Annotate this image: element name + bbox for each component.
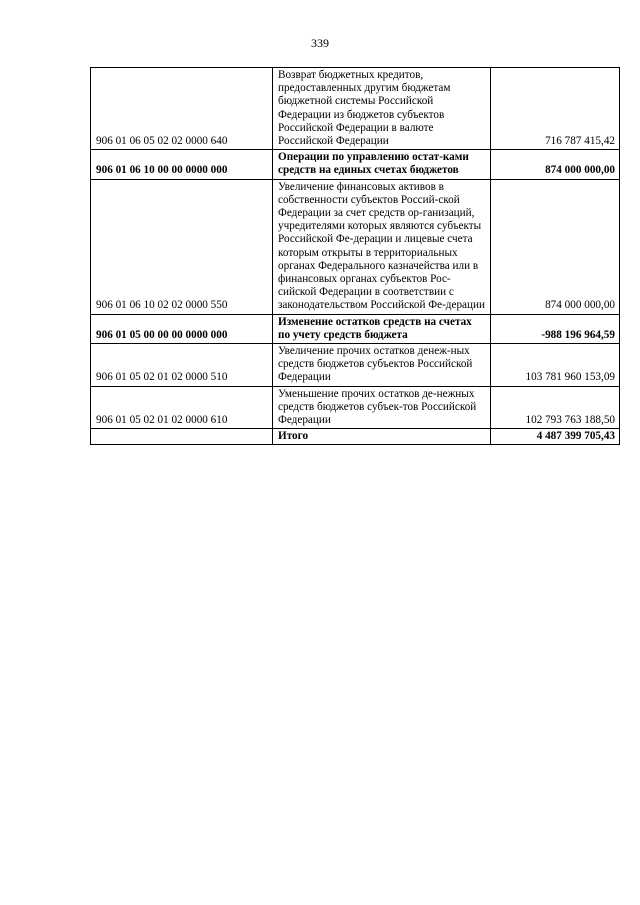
budget-code-cell: 906 01 06 10 00 00 0000 000 <box>91 150 273 179</box>
item-name-cell: Операции по управлению остат-ками средств на единых счетах бюджетов <box>273 150 491 179</box>
budget-code-cell: 906 01 05 02 01 02 0000 610 <box>91 386 273 429</box>
item-name-cell: Возврат бюджетных кредитов, предоставленных другим бюджетам бюджетной системы Российской Федерации из бюджетов субъектов Российской Федерации в валюте Российской Федерации <box>273 68 491 150</box>
table-row <box>91 179 620 314</box>
budget-table <box>90 67 620 445</box>
amount-cell: -988 196 964,59 <box>491 314 620 343</box>
total-label-cell: Итого <box>273 429 491 445</box>
budget-code-cell: 906 01 06 10 02 02 0000 550 <box>91 179 273 314</box>
budget-code-cell: 906 01 05 02 01 02 0000 510 <box>91 344 273 387</box>
page-number: 339 <box>311 36 329 50</box>
total-code-cell <box>91 429 273 445</box>
table-row <box>91 314 620 343</box>
amount-cell: 874 000 000,00 <box>491 179 620 314</box>
table-row <box>91 68 620 150</box>
amount-cell: 103 781 960 153,09 <box>491 344 620 387</box>
item-name-cell: Изменение остатков средств на счетах по учету средств бюджета <box>273 314 491 343</box>
budget-table-body <box>91 68 620 445</box>
item-name-cell: Увеличение прочих остатков денеж-ных средств бюджетов субъектов Российской Федерации <box>273 344 491 387</box>
total-amount-cell: 4 487 399 705,43 <box>491 429 620 445</box>
budget-code-cell: 906 01 06 05 02 02 0000 640 <box>91 68 273 150</box>
item-name-cell: Уменьшение прочих остатков де-нежных средств бюджетов субъек-тов Российской Федерации <box>273 386 491 429</box>
table-row <box>91 150 620 179</box>
amount-cell: 102 793 763 188,50 <box>491 386 620 429</box>
budget-code-cell: 906 01 05 00 00 00 0000 000 <box>91 314 273 343</box>
amount-cell: 716 787 415,42 <box>491 68 620 150</box>
table-row <box>91 344 620 387</box>
item-name-cell: Увеличение финансовых активов в собственности субъектов Россий-ской Федерации за счет средств ор-ганизаций, учредителями которых являются субъекты Российской Фе-дерации и лицевые счета которым открыты в территориальных органах Федерального казначейства или в финансовых органах субъектов Рос-сийской Федерации в соответствии с законодательством Российской Фе-дерации <box>273 179 491 314</box>
table-row <box>91 386 620 429</box>
total-row <box>91 429 620 445</box>
amount-cell: 874 000 000,00 <box>491 150 620 179</box>
